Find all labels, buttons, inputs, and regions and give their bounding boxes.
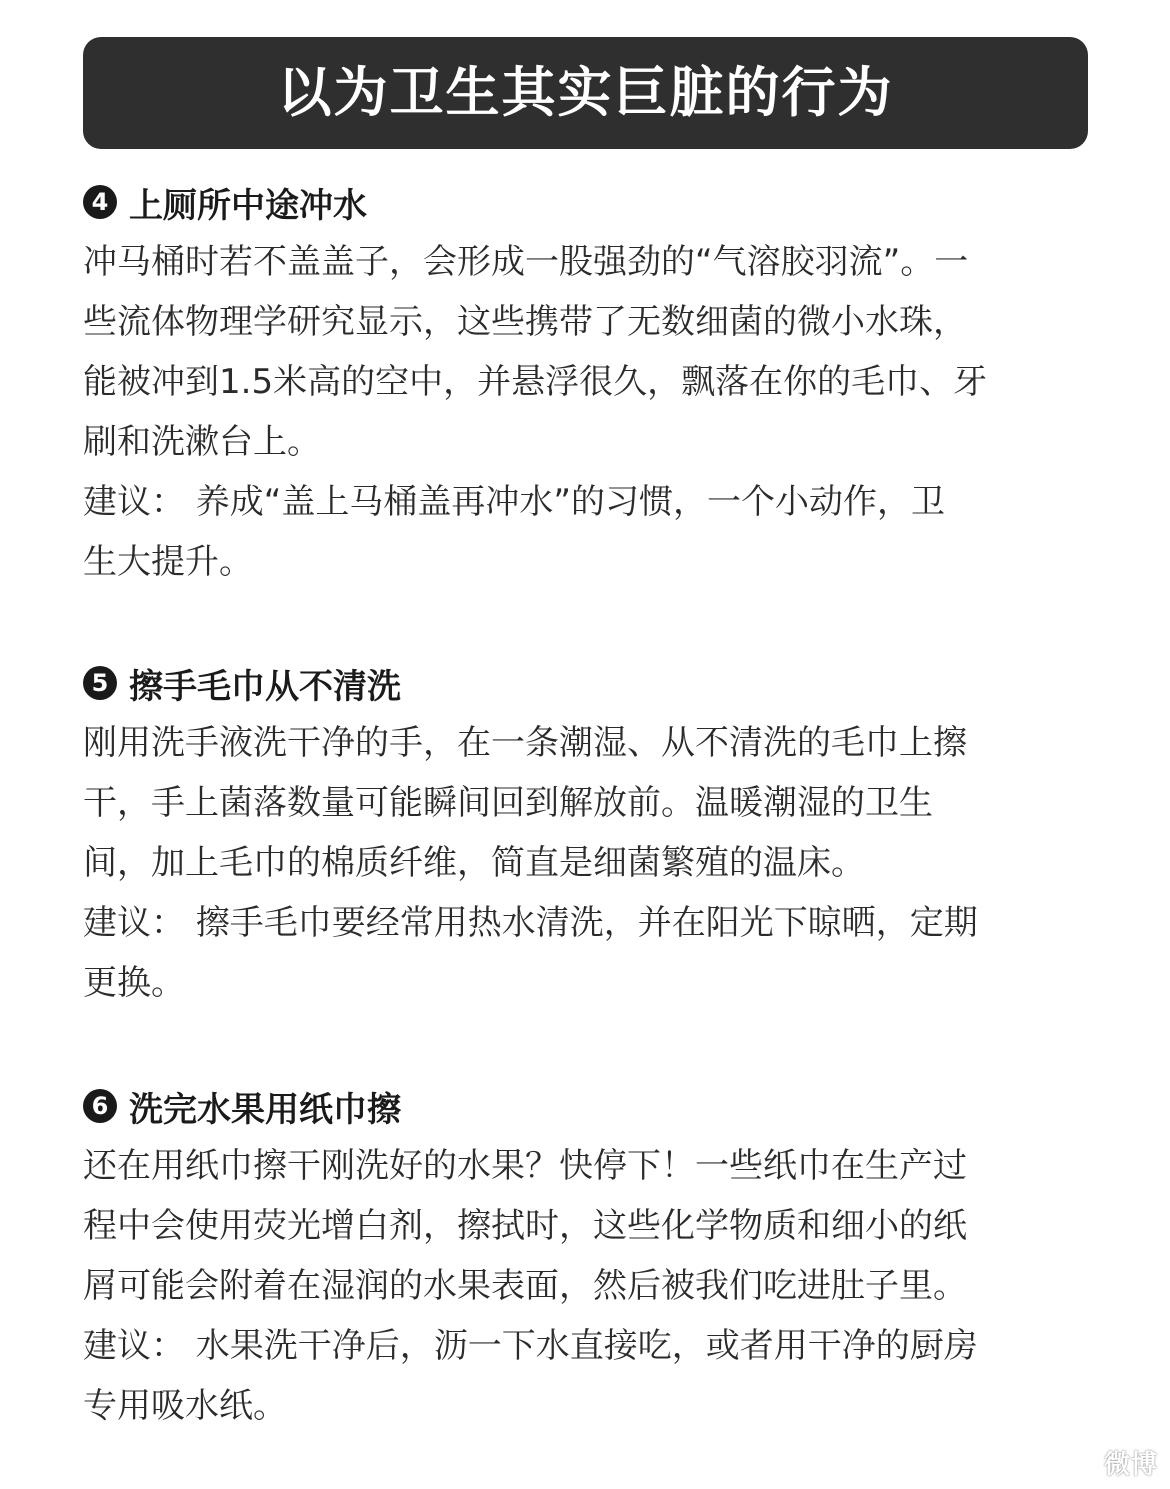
page-title: 以为卫生其实巨脏的行为: [277, 61, 894, 124]
section-6: [83, 1080, 1113, 1436]
watermark: 微博: [1103, 1450, 1158, 1480]
advice-line: 建议： 擦手毛巾要经常用热水清洗，并在阳光下晾晒，定期: [83, 903, 978, 943]
section-title: 上厕所中途冲水: [129, 185, 367, 226]
body-line: 刚用洗手液洗干净的手，在一条潮湿、从不清洗的毛巾上擦: [83, 723, 967, 763]
section-4: [83, 176, 1113, 592]
title-banner: [83, 37, 1088, 149]
body-line: 刷和洗漱台上。: [83, 422, 321, 462]
advice-line: 建议： 养成“盖上马桶盖再冲水”的习惯，一个小动作，卫: [83, 482, 946, 522]
number-4-icon: 4: [83, 185, 117, 219]
body-line: 还在用纸巾擦干刚洗好的水果？快停下！一些纸巾在生产过: [83, 1146, 967, 1186]
body-line: 能被冲到1.5米高的空中，并悬浮很久，飘落在你的毛巾、牙: [83, 362, 988, 402]
section-title: 擦手毛巾从不清洗: [129, 666, 401, 707]
section-header: [83, 176, 1113, 228]
body-line: 干，手上菌落数量可能瞬间回到解放前。温暖潮湿的卫生: [83, 783, 933, 823]
advice-line: 建议： 水果洗干净后，沥一下水直接吃，或者用干净的厨房: [83, 1326, 978, 1366]
body-line: 程中会使用荧光增白剂，擦拭时，这些化学物质和细小的纸: [83, 1206, 967, 1246]
body-line: 些流体物理学研究显示，这些携带了无数细菌的微小水珠，: [83, 302, 967, 342]
body-line: 屑可能会附着在湿润的水果表面，然后被我们吃进肚子里。: [83, 1266, 967, 1306]
body-line: 冲马桶时若不盖盖子，会形成一股强劲的“气溶胶羽流”。一: [83, 242, 969, 282]
section-header: [83, 657, 1113, 709]
section-body: [83, 1136, 1113, 1436]
section-body: [83, 232, 1113, 592]
advice-line: 生大提升。: [83, 542, 253, 582]
section-title: 洗完水果用纸巾擦: [129, 1089, 401, 1130]
number-6-icon: 6: [83, 1089, 117, 1123]
section-5: [83, 657, 1113, 1013]
advice-line: 专用吸水纸。: [83, 1386, 287, 1426]
body-line: 间，加上毛巾的棉质纤维，简直是细菌繁殖的温床。: [83, 843, 865, 883]
section-body: [83, 713, 1113, 1013]
number-5-icon: 5: [83, 666, 117, 700]
advice-line: 更换。: [83, 963, 185, 1003]
section-header: [83, 1080, 1113, 1132]
